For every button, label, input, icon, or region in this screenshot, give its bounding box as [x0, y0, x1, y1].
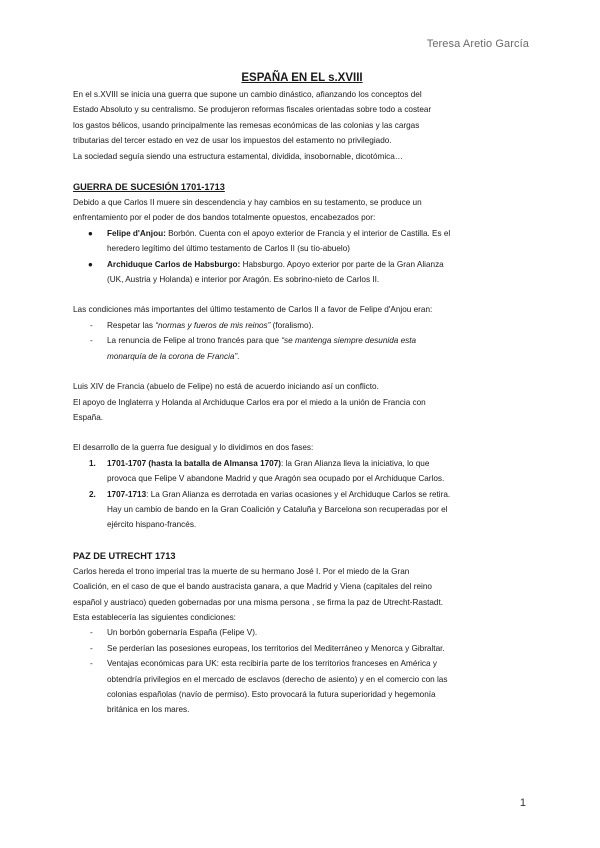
- luis-paragraph: Luis XIV de Francia (abuelo de Felipe) no está de acuerdo iniciando así un conflicto.: [73, 382, 379, 392]
- header-author: Teresa Aretio García: [426, 38, 529, 50]
- section-heading-guerra: GUERRA DE SUCESIÓN 1701-1713: [73, 182, 225, 193]
- paz-item-text: Un borbón gobernaría España (Felipe V).: [107, 628, 258, 638]
- list-item: [73, 456, 531, 487]
- condition-text: (foralismo).: [270, 320, 314, 330]
- section-heading-paz: PAZ DE UTRECHT 1713: [73, 550, 176, 561]
- fases-intro: El desarrollo de la guerra fue desigual y lo dividimos en dos fases:: [73, 443, 314, 453]
- spacer: [73, 533, 531, 548]
- paz-item-text: obtendría privilegios en el mercado de esclavos (derecho de asiento) y en el comercio con las: [107, 674, 448, 684]
- paz-item-text: colonias españolas (navío de permiso). Esto provocará la futura superioridad y hegemonía: [107, 690, 436, 699]
- list-item: [73, 257, 531, 288]
- document-body: [73, 70, 531, 718]
- paz-intro-line: Esta establecería las siguientes condiciones:: [73, 612, 236, 622]
- condition-quote: monarquía de la corona de Francia”: [107, 351, 238, 361]
- list-item: [73, 318, 531, 333]
- conditions-intro: Las condiciones más importantes del último testamento de Carlos II a favor de Felipe d'Anjou eran:: [73, 305, 433, 315]
- fase-text: Hay un cambio de bando en la Gran Coalición y Cataluña y Barcelona son recuperadas por el: [107, 504, 448, 514]
- conditions-list: [73, 318, 531, 364]
- apoyo-line: El apoyo de Inglaterra y Holanda al Archiduque Carlos era por el miedo a la unión de Francia con: [73, 397, 426, 407]
- paz-item-text: Se perderían las posesiones europeas, los territorios del Mediterráneo y Menorca y Gibraltar.: [107, 643, 445, 653]
- bullet-text: heredero legítimo del último testamento de Carlos II (su tío-abuelo): [107, 244, 351, 254]
- guerra-intro-line: enfrentamiento por el poder de dos bandos totalmente opuestos, encabezados por:: [73, 213, 376, 223]
- fase-text: provoca que Felipe V abandone Madrid y que Aragón sea ocupado por el Archiduque Carlos.: [107, 474, 445, 484]
- intro-paragraph: [73, 87, 531, 164]
- dash-marker: -: [90, 336, 93, 346]
- condition-quote: “se mantenga siempre desunida esta: [281, 336, 417, 346]
- number-marker: 2.: [89, 489, 96, 499]
- paz-intro-line: español y austriaco) queden gobernadas por una misma persona , se firma la paz de Utrecht-Rastadt.: [73, 597, 444, 607]
- paz-item-text: Ventajas económicas para UK: esta recibiría parte de los territorios franceses en América y: [107, 659, 437, 669]
- bullet-term: Archiduque Carlos de Habsburgo:: [107, 259, 241, 269]
- bullet-marker: ●: [88, 228, 93, 238]
- bando-list: [73, 226, 531, 288]
- list-item: [73, 333, 531, 364]
- intro-line: Estado Absoluto y su centralismo. Se produjeron reformas fiscales orientadas sobre todo a costear: [73, 105, 432, 115]
- paz-intro-line: Carlos hereda el trono imperial tras la muerte de su hermano José I. Por el miedo de la Gran: [73, 566, 410, 576]
- fase-text: : la Gran Alianza lleva la iniciativa, lo que: [281, 458, 430, 468]
- bullet-text: (UK, Austria y Holanda) e interior por Aragón. Es sobrino-nieto de Carlos II.: [107, 275, 380, 285]
- bullet-term: Felipe d'Anjou:: [107, 228, 166, 238]
- condition-quote: “normas y fueros de mis reinos”: [155, 320, 271, 330]
- paz-item-text: británica en los mares.: [107, 705, 190, 715]
- fase-text: : La Gran Alianza es derrotada en varias ocasiones y el Archiduque Carlos se retira.: [146, 489, 451, 499]
- condition-text: .: [237, 351, 240, 361]
- intro-line: los gastos bélicos, usando principalmente las remesas económicas de las colonias y las cargas: [73, 120, 420, 130]
- number-marker: 1.: [89, 458, 96, 468]
- fase-term: 1701-1707 (hasta la batalla de Almansa 1707): [107, 458, 282, 468]
- bullet-text: Habsburgo. Apoyo exterior por parte de la Gran Alianza: [240, 259, 444, 269]
- list-item: [73, 641, 531, 656]
- page-title: ESPAÑA EN EL s.XVIII: [241, 72, 363, 84]
- dash-marker: -: [90, 643, 93, 653]
- fases-list: [73, 456, 531, 533]
- bullet-text: Borbón. Cuenta con el apoyo exterior de Francia y el interior de Castilla. Es el: [165, 228, 451, 238]
- list-item: [73, 656, 531, 718]
- spacer: [73, 164, 531, 179]
- dash-marker: -: [90, 320, 93, 330]
- intro-line: La sociedad seguía siendo una estructura estamental, dividida, insobornable, dicotómica…: [73, 151, 403, 161]
- page-number: 1: [519, 797, 526, 809]
- dash-marker: -: [90, 659, 93, 669]
- spacer: [73, 287, 531, 302]
- list-item: [73, 226, 531, 257]
- fase-term: 1707-1713: [107, 489, 147, 499]
- spacer: [73, 364, 531, 379]
- fase-text: ejército hispano-francés.: [107, 520, 197, 530]
- bullet-marker: ●: [88, 259, 93, 269]
- condition-text: La renuncia de Felipe al trono francés para que: [107, 336, 282, 346]
- condition-text: Respetar las: [107, 320, 156, 330]
- apoyo-line: España.: [73, 412, 104, 422]
- list-item: [73, 625, 531, 640]
- intro-line: En el s.XVIII se inicia una guerra que supone un cambio dinástico, afianzando los conceptos del: [73, 90, 422, 99]
- list-item: [73, 487, 531, 533]
- guerra-intro-line: Debido a que Carlos II muere sin descendencia y hay cambios en su testamento, se produce un: [73, 198, 422, 208]
- spacer: [73, 425, 531, 440]
- paz-conditions-list: [73, 625, 531, 717]
- dash-marker: -: [90, 628, 93, 638]
- paz-intro-line: Coalición, en el caso de que el bando austracista ganara, a que Madrid y Viena (capitales del reino: [73, 582, 432, 592]
- intro-line: tributarias del tercer estado en vez de usar los impuestos del estamento no privilegiado.: [73, 136, 392, 146]
